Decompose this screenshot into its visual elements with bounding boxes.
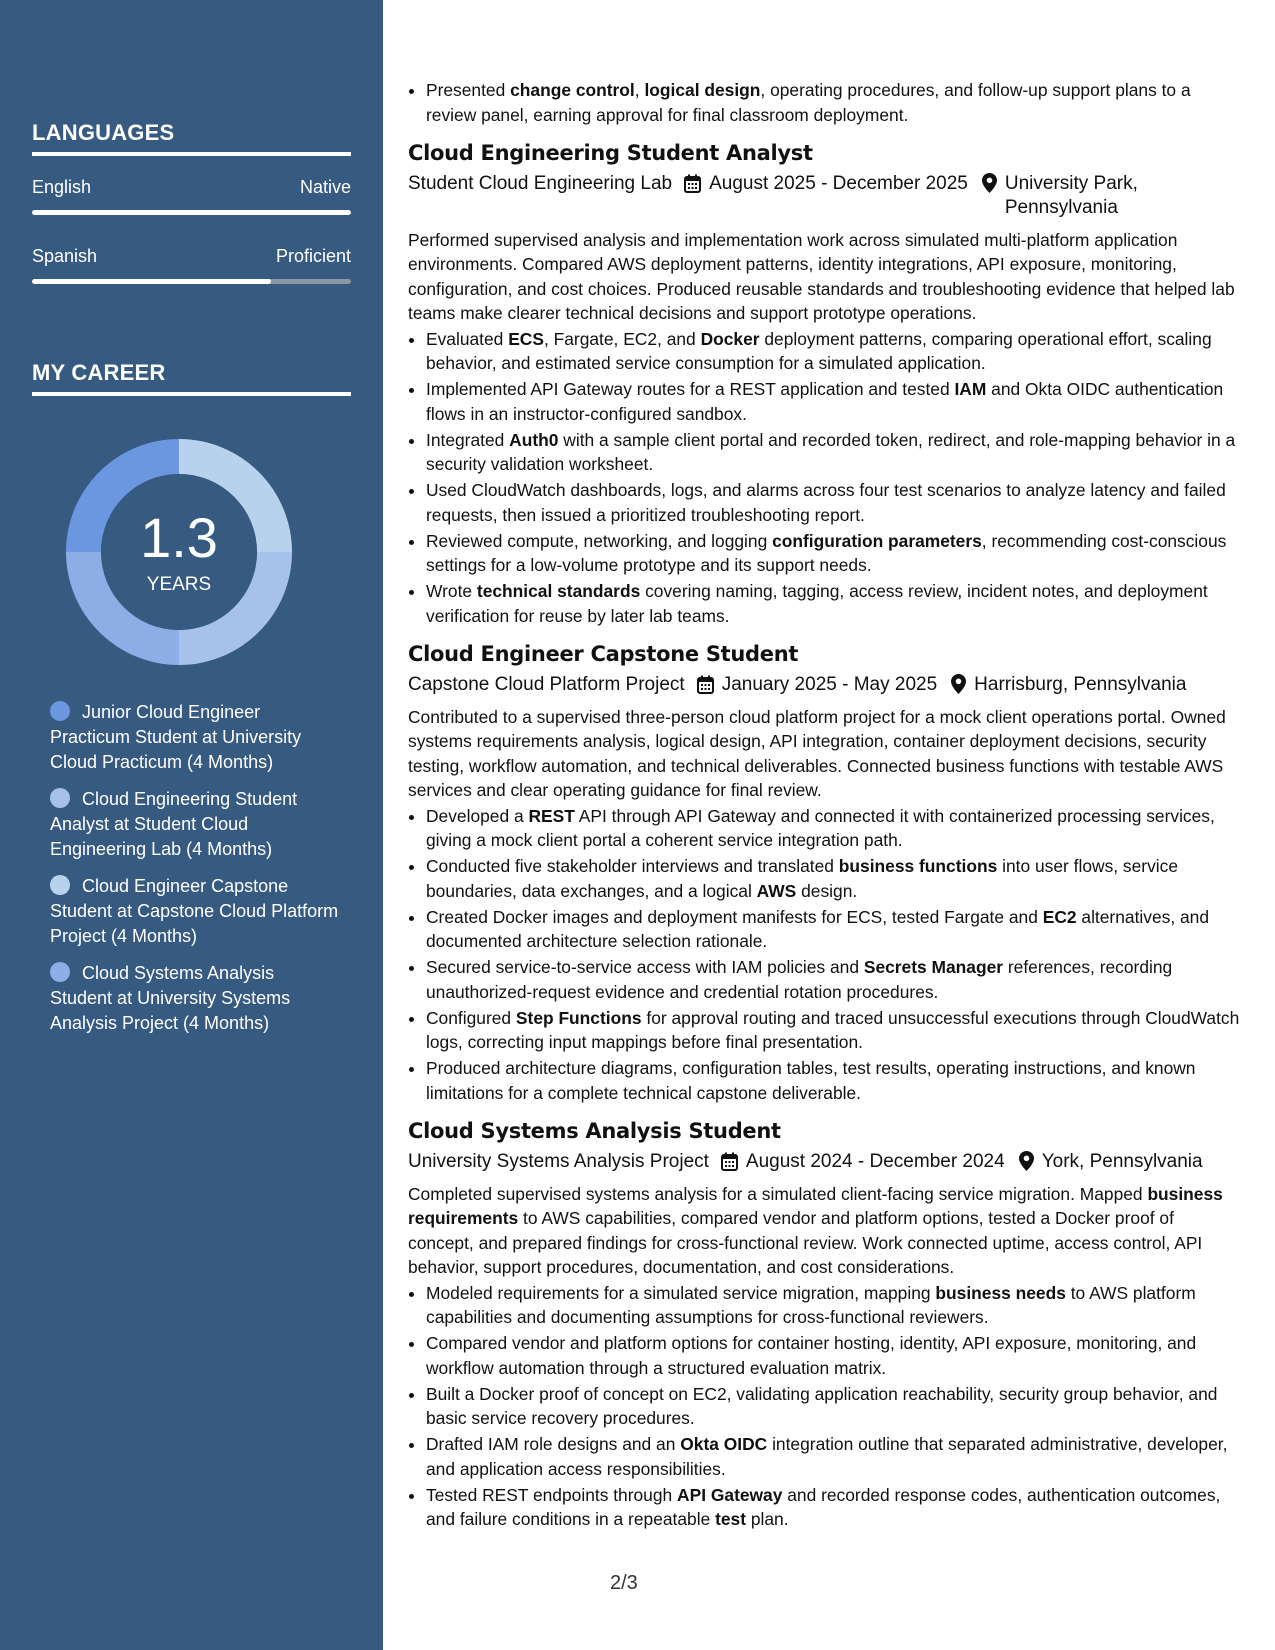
career-legend-label: Cloud Engineer Capstone Student at Capstone Cloud Platform Project (4 Months) [50,876,339,946]
keyword: business functions [838,856,998,876]
text-run: , operating procedures, and follow-up support plans to a review panel, earning approval for final classroom deployment. [426,80,1191,125]
legend-dot-icon [50,962,70,982]
legend-dot-icon [50,701,70,721]
text-run: Presented [426,80,511,100]
language-level: Proficient [275,246,351,266]
keyword: test [715,1509,747,1529]
job-location [951,673,1186,697]
text-run: Integrated [426,429,510,450]
keyword: Secrets Manager [863,957,1004,977]
map-pin-icon [1019,1151,1034,1174]
keyword: Auth0 [509,429,559,450]
job-meta [408,172,1240,220]
job-title: Cloud Systems Analysis Student [408,1119,781,1143]
keyword: API Gateway [677,1484,783,1505]
text-run: Configured [426,1007,516,1028]
keyword: ECS [508,328,544,349]
bullet-item [426,377,1240,426]
legend-dot-icon [50,788,70,808]
bullet-item [426,854,1240,903]
text-run: , [634,80,645,100]
map-pin-icon [951,674,966,697]
legend-dot-icon [50,875,70,895]
text-run: covering naming, tagging, access review, incident notes, and deployment verification for reuse by later lab teams. [426,581,1208,626]
bullet-item [426,579,1240,628]
job-meta [408,673,1240,697]
text-run: integration outline that separated administrative, developer, and application access responsibilities. [426,1434,1228,1479]
job-organization: Student Cloud Engineering Lab [408,172,673,194]
keyword: Docker [700,328,760,349]
job-entry [408,642,1240,1105]
career-legend-label: Cloud Systems Analysis Student at University Systems Analysis Project (4 Months) [50,963,291,1033]
job-dates [684,172,968,220]
job-location [982,172,1240,220]
job-description [408,705,1240,803]
bullet-item [426,478,1240,527]
text-run: Performed supervised analysis and implementation work across simulated multi-platform application environments. Compared AWS deployment patterns, identity integrations, API exposure, monitoring, configuration, and cost choices. Produced reusable standards and troubleshooting evidence that helped lab teams make clearer technical decisions and support prototype operations. [408,229,1235,323]
job-dates-text: January 2025 - May 2025 [721,673,938,695]
bullet-item [426,1331,1240,1380]
map-pin-icon [982,173,997,220]
keyword: logical design [644,80,761,100]
bullet-item [426,1483,1240,1532]
text-run: Created Docker images and deployment manifests for ECS, tested Fargate and [426,906,1043,927]
text-run: Evaluated [426,328,509,349]
bullet-item [426,327,1240,376]
keyword: EC2 [1042,906,1077,927]
keyword: REST [528,805,575,826]
page-number: 2/3 [610,1572,638,1594]
career-legend-item [50,700,340,775]
job-title: Cloud Engineer Capstone Student [408,642,799,666]
job-entry [408,1119,1240,1532]
text-run: for approval routing and traced unsuccessful executions through CloudWatch logs, correcting input mappings before final presentation. [426,1007,1240,1052]
career-legend-item [50,787,340,862]
job-dates [721,1150,1005,1174]
text-run: to AWS capabilities, compared vendor and platform options, tested a Docker proof of concept, and prepared findings for cross-functional review. Work connected uptime, access control, API behavior, support procedures, documentation, and cost considerations. [408,1208,1203,1277]
job-organization: Capstone Cloud Platform Project [408,673,685,695]
calendar-icon [721,1152,738,1174]
text-run: Compared vendor and platform options for container hosting, identity, API exposure, monitoring, and workflow automation through a structured evaluation matrix. [426,1333,1197,1378]
career-total-unit: YEARS [146,574,212,595]
job-description [408,228,1240,326]
bullet-item [426,905,1240,954]
keyword: change control [510,80,635,100]
job-location-text: University Park, Pennsylvania [1004,172,1138,218]
text-run: Developed a [426,805,529,826]
career-legend [50,700,340,1048]
experience-section [408,78,1240,1533]
text-run: Conducted five stakeholder interviews and translated [426,856,839,876]
job-meta [408,1150,1240,1174]
text-run: Tested REST endpoints through [426,1484,678,1505]
text-run: Built a Docker proof of concept on EC2, validating application reachability, security group behavior, and basic service recovery procedures. [426,1383,1218,1428]
job-dates [697,673,937,697]
languages-heading: LANGUAGES [32,120,351,156]
previous-job-bullets [408,78,1240,127]
bullet-item [426,804,1240,853]
text-run: Reviewed compute, networking, and logging [426,530,773,551]
language-proficiency-bar [32,279,351,284]
language-row-spanish [32,246,351,267]
text-run: Modeled requirements for a simulated service migration, mapping [426,1282,936,1303]
job-location-text: York, Pennsylvania [1041,1150,1203,1172]
career-legend-label: Cloud Engineering Student Analyst at Student Cloud Engineering Lab (4 Months) [50,789,298,859]
language-proficiency-fill [32,279,271,284]
job-bullets [408,804,1240,1106]
text-run: with a sample client portal and recorded token, redirect, and role-mapping behavior in a security validation worksheet. [426,429,1236,474]
keyword: Okta OIDC [680,1434,768,1454]
text-run: references, recording unauthorized-request evidence and credential rotation procedures. [426,957,1173,1002]
job-dates-text: August 2025 - December 2025 [709,172,968,194]
job-location [1019,1150,1203,1174]
text-run: , Fargate, EC2, and [543,328,701,349]
text-run: Completed supervised systems analysis for a simulated client-facing service migration. Mapped [408,1183,1148,1204]
keyword: business requirements [408,1183,1223,1228]
keyword: configuration parameters [772,530,982,551]
text-run: Implemented API Gateway routes for a REST application and tested [426,379,955,399]
text-run: Used CloudWatch dashboards, logs, and alarms across four test scenarios to analyze latency and failed requests, then issued a prioritized troubleshooting report. [426,480,1226,525]
text-run: design. [796,880,858,901]
bullet-item [426,1006,1240,1055]
bullet-item [426,1382,1240,1431]
text-run: Drafted IAM role designs and an [426,1434,681,1454]
text-run: and recorded response codes, authentication outcomes, and failure conditions in a repeatable [426,1484,1221,1529]
text-run: to AWS platform capabilities and documenting assumptions for cross-functional reviewers. [426,1282,1196,1327]
text-run: , recommending cost-conscious settings for a low-volume prototype and its support needs. [426,530,1227,575]
text-run: Wrote [426,581,477,601]
text-run: Contributed to a supervised three-person cloud platform project for a mock client operations portal. Owned systems requirements analysis, logical design, API integration, container deployment decisions, security testing, workflow automation, and technical deliverables. Connected business functions with testable AWS services and clear operating guidance for final review. [408,706,1226,800]
text-run: deployment patterns, comparing operational effort, scaling behavior, and estimated service consumption for a simulated application. [426,328,1212,373]
sidebar [0,0,383,1650]
text-run: and Okta OIDC authentication flows in an instructor-configured sandbox. [426,379,1224,424]
text-run: into user flows, service boundaries, data exchanges, and a logical [426,856,1179,901]
language-level: Native [299,177,351,197]
language-name: Spanish [32,246,98,266]
bullet-item [426,1281,1240,1330]
job-dates-text: August 2024 - December 2024 [745,1150,1005,1172]
keyword: technical standards [476,581,641,601]
job-organization: University Systems Analysis Project [408,1150,709,1172]
text-run: Produced architecture diagrams, configuration tables, test results, operating instructions, and known limitations for a complete technical capstone deliverable. [426,1058,1196,1103]
keyword: business needs [935,1282,1066,1303]
career-heading: MY CAREER [32,360,351,396]
text-run: Secured service-to-service access with IAM policies and [426,957,864,977]
text-run: plan. [746,1509,789,1529]
language-row-english [32,177,351,198]
calendar-icon [684,174,701,220]
job-entry [408,141,1240,628]
career-legend-item [50,874,340,949]
keyword: IAM [954,379,987,399]
career-legend-item [50,961,340,1036]
bullet-item [426,529,1240,578]
bullet-item [426,955,1240,1004]
keyword: AWS [756,880,797,901]
language-proficiency-fill [32,210,351,215]
job-list [408,141,1240,1532]
career-legend-label: Junior Cloud Engineer Practicum Student at University Cloud Practicum (4 Months) [50,702,302,772]
bullet-item [426,1056,1240,1105]
text-run: alternatives, and documented architecture selection rationale. [426,906,1210,951]
keyword: Step Functions [515,1007,642,1028]
job-description [408,1182,1240,1280]
job-location-text: Harrisburg, Pennsylvania [974,673,1187,695]
bullet-item [426,78,1240,127]
bullet-item [426,428,1240,477]
language-name: English [32,177,92,197]
text-run: API through API Gateway and connected it with containerized processing services, giving a mock client portal a coherent service integration path. [426,805,1215,850]
calendar-icon [697,675,714,697]
job-title: Cloud Engineering Student Analyst [408,141,813,165]
language-proficiency-bar [32,210,351,215]
bullet-item [426,1432,1240,1481]
job-bullets [408,327,1240,629]
career-total-value: 1.3 [140,506,218,569]
job-bullets [408,1281,1240,1532]
